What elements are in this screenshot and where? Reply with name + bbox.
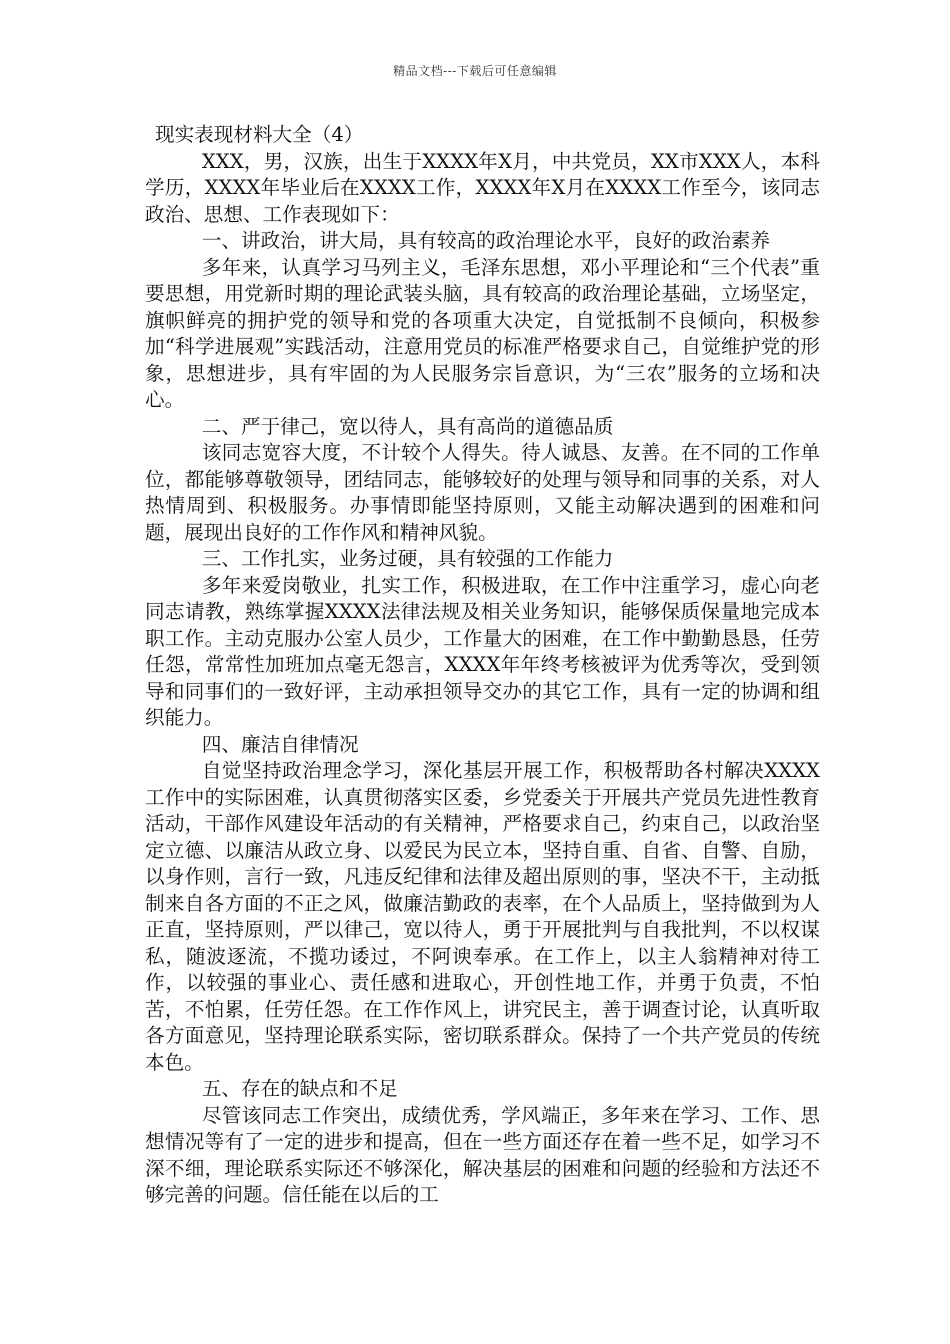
section-heading-4: 四、廉洁自律情况 bbox=[201, 732, 359, 756]
section-body-5: 尽管该同志工作突出，成绩优秀，学风端正，多年来在学习、工作、思想情况等有了一定的进步和提高，但在一些方面还存在着一些不足，如学习不深不细，理论联系实际还不够深化，解决基层的困难和问题的经验和方法还不够完善的问题。信任能在以后的工 bbox=[145, 1103, 820, 1206]
section-body-3: 多年来爱岗敬业，扎实工作，积极进取，在工作中注重学习，虚心向老同志请教，熟练掌握XXXX法律法规及相关业务知识，能够保质保量地完成本职工作。主动克服办公室人员少，工作量大的困难，在工作中勤勤恳恳，任劳任怨，常常性加班加点毫无怨言，XXXX年年终考核被评为优秀等次，受到领导和同事们的一致好评，主动承担领导交办的其它工作，具有一定的协调和组织能力。 bbox=[145, 573, 820, 729]
section-body-2: 该同志宽容大度，不计较个人得失。待人诚恳、友善。在不同的工作单位，都能够尊敬领导，团结同志，能够较好的处理与领导和同事的关系，对人热情周到、积极服务。办事情即能坚持原则，又能主动解决遇到的困难和问题，展现出良好的工作作风和精神风貌。 bbox=[145, 441, 820, 544]
document-body bbox=[145, 122, 820, 1209]
section-heading-2: 二、严于律己，宽以待人，具有高尚的道德品质 bbox=[201, 414, 614, 438]
document-title: 现实表现材料大全（4） bbox=[155, 123, 364, 146]
section-heading-3: 三、工作扎实，业务过硬，具有较强的工作能力 bbox=[201, 547, 614, 570]
page-header: 精品文档---下载后可任意编辑 bbox=[393, 64, 557, 78]
intro-paragraph: XXX，男，汉族，出生于XXXX年X月，中共党员，XX市XXX人，本科学历，XXXX年毕业后在XXXX工作，XXXX年X月在XXXX工作至今，该同志政治、思想、工作表现如下： bbox=[145, 149, 820, 226]
section-body-1: 多年来，认真学习马列主义，毛泽东思想，邓小平理论和“三个代表”重要思想，用党新时期的理论武装头脑，具有较高的政治理论基础，立场坚定，旗帜鲜亮的拥护党的领导和党的各项重大决定，自觉抵制不良倾向，积极参加“科学进展观”实践活动，注意用党员的标准严格要求自己，自觉维护党的形象，思想进步，具有牢固的为人民服务宗旨意识，为“三农”服务的立场和决心。 bbox=[145, 255, 820, 411]
section-body-4: 自觉坚持政治理念学习，深化基层开展工作，积极帮助各村解决XXXX工作中的实际困难，认真贯彻落实区委，乡党委关于开展共产党员先进性教育活动，干部作风建设年活动的有关精神，严格要求自己，约束自己，以政治坚定立德、以廉洁从政立身、以爱民为民立本，坚持自重、自省、自警、自励，以身作则，言行一致，凡违反纪律和法律及超出原则的事，坚决不干，主动抵制来自各方面的不正之风，做廉洁勤政的表率，在个人品质上，坚持做到为人正直，坚持原则，严以律己，宽以待人，勇于开展批判与自我批判，不以权谋私，随波逐流，不揽功诿过，不阿谀奉承。在工作上，以主人翁精神对待工作，以较强的事业心、责任感和进取心，开创性地工作，并勇于负责，不怕苦，不怕累，任劳任怨。在工作作风上，讲究民主，善于调查讨论，认真听取各方面意见，坚持理论联系实际，密切联系群众。保持了一个共产党员的传统本色。 bbox=[145, 759, 820, 1074]
section-heading-5: 五、存在的缺点和不足 bbox=[201, 1077, 398, 1100]
section-heading-1: 一、讲政治，讲大局，具有较高的政治理论水平，良好的政治素养 bbox=[201, 229, 771, 252]
